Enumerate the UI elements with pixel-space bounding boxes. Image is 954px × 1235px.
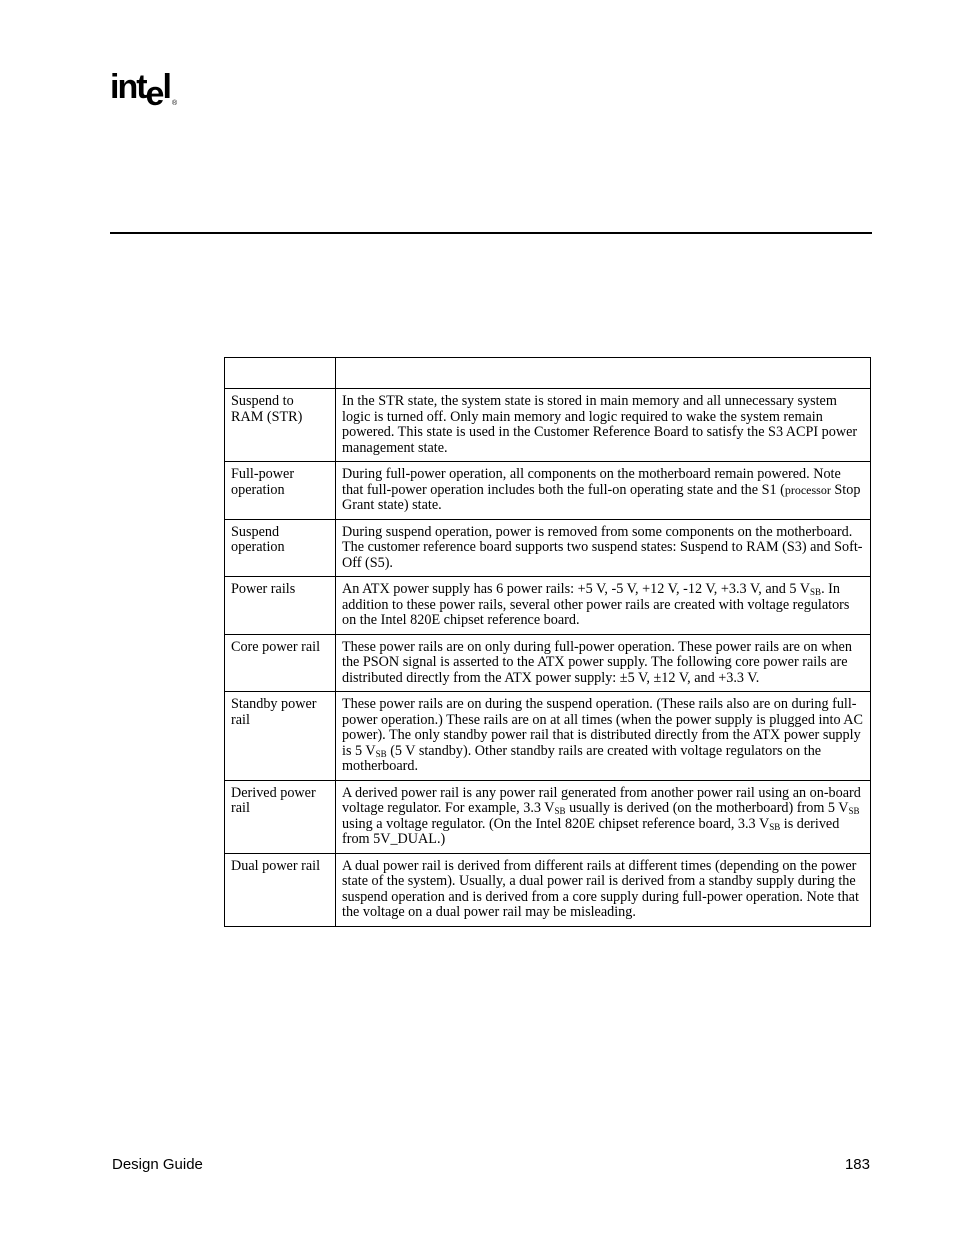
term-cell: Suspend to RAM (STR) <box>225 389 336 462</box>
footer-page-number: 183 <box>844 1156 870 1173</box>
term-cell: Derived power rail <box>225 780 336 853</box>
table-row <box>225 692 871 781</box>
footer-document-title: Design Guide <box>112 1156 203 1173</box>
definition-cell: In the STR state, the system state is stored in main memory and all unnecessary system logic is turned off. Only main memory and logic required to wake the system remain powered. This state is used in the Customer Reference Board to satisfy the S3 ACPI power management state. <box>336 389 871 462</box>
term-cell: Dual power rail <box>225 853 336 926</box>
definition-cell: An ATX power supply has 6 power rails: +5 V, -5 V, +12 V, -12 V, +3.3 V, and 5 $V_{SB}$. In addition to these power rails, several other power rails are created with voltage regulators on the Intel 820E chipset reference board. <box>336 577 871 635</box>
definition-cell: A dual power rail is derived from different rails at different times (depending on the power state of the system). Usually, a dual power rail is derived from a standby supply during the suspend operation and is derived from a core supply during full-power operation. Note that the voltage on a dual power rail may be misleading. <box>336 853 871 926</box>
table-row <box>225 577 871 635</box>
logo-text: int <box>110 68 146 106</box>
term-cell: Suspend operation <box>225 519 336 577</box>
logo-text-e: e <box>145 75 163 113</box>
table-row <box>225 634 871 692</box>
table-row <box>225 519 871 577</box>
registered-mark: ® <box>172 100 178 107</box>
definition-cell: A derived power rail is any power rail generated from another power rail using an on-board voltage regulator. For example, 3.3 $V_{SB}$ usually is derived (on the motherboard) from 5 $V_{SB}$ using a voltage regulator. (On the Intel 820E chipset reference board, 3.3 $V_{SB}$ is derived from 5V_DUAL.) <box>336 780 871 853</box>
table-header-row <box>225 358 871 389</box>
term-cell: Core power rail <box>225 634 336 692</box>
header-cell-term <box>225 358 336 389</box>
definition-cell: These power rails are on only during full-power operation. These power rails are on when the PSON signal is asserted to the ATX power supply. The following core power rails are distributed directly from the ATX power supply: ±5 V, ±12 V, and +3.3 V. <box>336 634 871 692</box>
table-row <box>225 462 871 520</box>
logo-text-l: l <box>162 68 170 106</box>
term-cell: Full-power operation <box>225 462 336 520</box>
term-cell: Power rails <box>225 577 336 635</box>
header-rule <box>110 232 872 234</box>
term-cell: Standby power rail <box>225 692 336 781</box>
terminology-table <box>224 357 871 927</box>
table-row <box>225 853 871 926</box>
definition-cell: During full-power operation, all components on the motherboard remain powered. Note that full-power operation includes both the full-on operating state and the S1 (processor Stop Grant state) state. <box>336 462 871 520</box>
table-row <box>225 780 871 853</box>
definition-cell: These power rails are on during the suspend operation. (These rails also are on during full-power operation.) These rails are on at all times (when the power supply is plugged into AC power). The only standby power rail that is distributed directly from the ATX power supply is 5 $V_{SB}$ (5 V standby). Other standby rails are created with voltage regulators on the motherboard. <box>336 692 871 781</box>
table-row <box>225 389 871 462</box>
header-cell-description <box>336 358 871 389</box>
intel-logo <box>110 68 178 113</box>
definition-cell: During suspend operation, power is removed from some components on the motherboard. The customer reference board supports two suspend states: Suspend to RAM (S3) and Soft-Off (S5). <box>336 519 871 577</box>
